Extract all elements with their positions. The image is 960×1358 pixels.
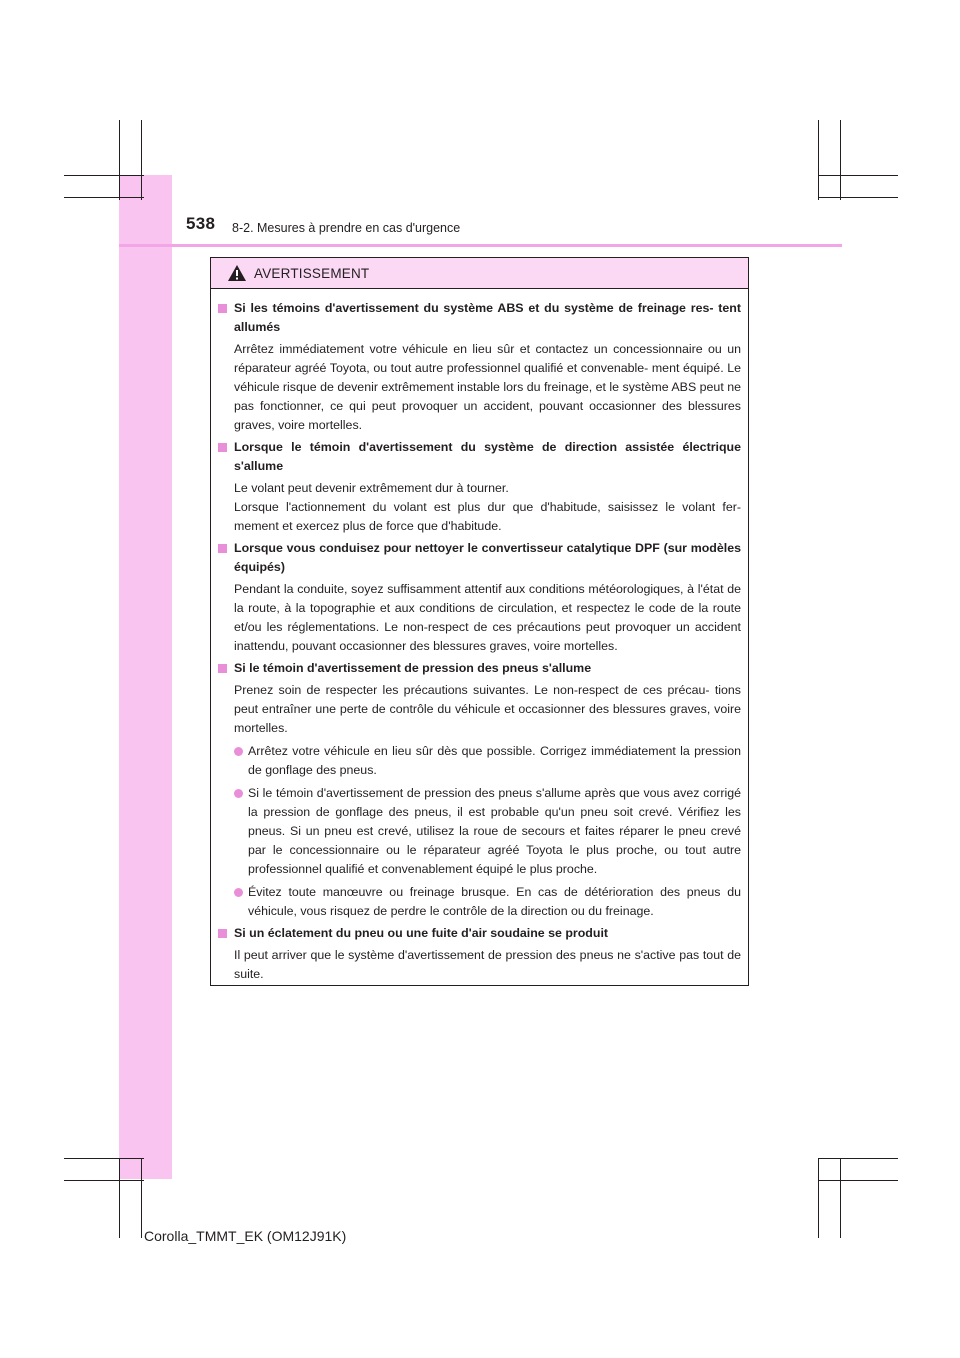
round-bullet-icon: [234, 747, 243, 756]
crop-mark: [119, 1158, 120, 1238]
warning-item: [218, 924, 741, 984]
square-bullet-icon: [218, 443, 227, 452]
warning-item-heading: Lorsque le témoin d'avertissement du système de direction assistée électrique s'allume: [234, 440, 741, 473]
warning-title: AVERTISSEMENT: [254, 265, 370, 281]
crop-mark: [818, 175, 898, 176]
warning-body: [211, 289, 748, 984]
warning-item-text: Il peut arriver que le système d'avertissement de pression des pneus ne s'active pas tout de suite.: [234, 948, 741, 981]
round-bullet-icon: [234, 789, 243, 798]
square-bullet-icon: [218, 304, 227, 313]
warning-box: [210, 257, 749, 986]
section-title: 8-2. Mesures à prendre en cas d'urgence: [232, 221, 461, 235]
crop-mark: [818, 120, 819, 200]
header-rule: [119, 244, 842, 247]
list-item: [234, 883, 741, 921]
warning-item-text: Arrêtez immédiatement votre véhicule en lieu sûr et contactez un concessionnaire ou un réparateur agréé Toyota, ou tout autre professionnel qualifié et convenable- ment équipé. Le véhicule risque de devenir extrêmement instable lors du freinage, et le système ABS peut ne pas fonctionner, ce qui peut provoquer un accident, pouvant occasionner des blessures graves, voire mortelles.: [234, 342, 741, 432]
crop-mark: [119, 120, 120, 200]
round-bullet-icon: [234, 888, 243, 897]
crop-mark: [818, 1180, 898, 1181]
crop-mark: [64, 1180, 144, 1181]
crop-mark: [840, 120, 841, 200]
crop-mark: [818, 197, 898, 198]
square-bullet-icon: [218, 929, 227, 938]
document-id: Corolla_TMMT_EK (OM12J91K): [144, 1228, 347, 1244]
crop-mark: [141, 120, 142, 200]
page-number: 538: [186, 214, 216, 233]
crop-mark: [818, 1158, 819, 1238]
warning-item-text: Lorsque l'actionnement du volant est plus dur que d'habitude, saisissez le volant fer- mement et exercez plus de force que d'habitude.: [234, 500, 741, 533]
crop-mark: [840, 1158, 841, 1238]
crop-mark: [141, 1158, 142, 1238]
list-item: [234, 742, 741, 780]
warning-header: [211, 258, 748, 289]
warning-item-heading: Si les témoins d'avertissement du système ABS et du système de freinage res- tent allumés: [234, 301, 741, 334]
warning-triangle-icon: [227, 264, 247, 282]
margin-color-band: [119, 175, 172, 1179]
warning-item: [218, 659, 741, 921]
list-item-text: Arrêtez votre véhicule en lieu sûr dès que possible. Corrigez immédiatement la pression de gonflage des pneus.: [248, 744, 741, 777]
crop-mark: [64, 175, 144, 176]
list-item-text: Évitez toute manœuvre ou freinage brusque. En cas de détérioration des pneus du véhicule, vous risquez de perdre le contrôle de la direction ou du freinage.: [248, 885, 741, 918]
crop-mark: [64, 197, 144, 198]
warning-item-text: Pendant la conduite, soyez suffisamment attentif aux conditions météorologiques, à l'état de la route, à la topographie et aux conditions de circulation, et respectez le code de la route et/ou les réglementations. Le non-respect de ces précautions peut provoquer un accident inattendu, pouvant occasionner des blessures graves, voire mortelles.: [234, 582, 741, 653]
warning-item-heading: Si un éclatement du pneu ou une fuite d'air soudaine se produit: [234, 926, 609, 940]
warning-item: [218, 299, 741, 435]
list-item-text: Si le témoin d'avertissement de pression des pneus s'allume après que vous avez corrigé la pression de gonflage des pneus, il est probable qu'un pneu soit crevé. Vérifiez les pneus. Si un pneu est crevé, utilisez la roue de secours et faites réparer le pneu crevé par le concessionnaire ou le réparateur agréé Toyota le plus proche, ou tout autre professionnel qualifié et convenablement équipé le plus proche.: [248, 786, 741, 876]
warning-item: [218, 539, 741, 656]
square-bullet-icon: [218, 544, 227, 553]
warning-item-heading: Si le témoin d'avertissement de pression des pneus s'allume: [234, 661, 592, 675]
crop-mark: [818, 1158, 898, 1159]
warning-item-text: Le volant peut devenir extrêmement dur à tourner.: [234, 481, 509, 495]
warning-item: [218, 438, 741, 536]
square-bullet-icon: [218, 664, 227, 673]
crop-mark: [64, 1158, 144, 1159]
warning-item-text: Prenez soin de respecter les précautions suivantes. Le non-respect de ces précau- tions peut entraîner une perte de contrôle du véhicule et occasionner des blessures graves, voire mortelles.: [234, 683, 741, 735]
warning-item-heading: Lorsque vous conduisez pour nettoyer le convertisseur catalytique DPF (sur modèles équipés): [234, 541, 741, 574]
list-item: [234, 784, 741, 879]
